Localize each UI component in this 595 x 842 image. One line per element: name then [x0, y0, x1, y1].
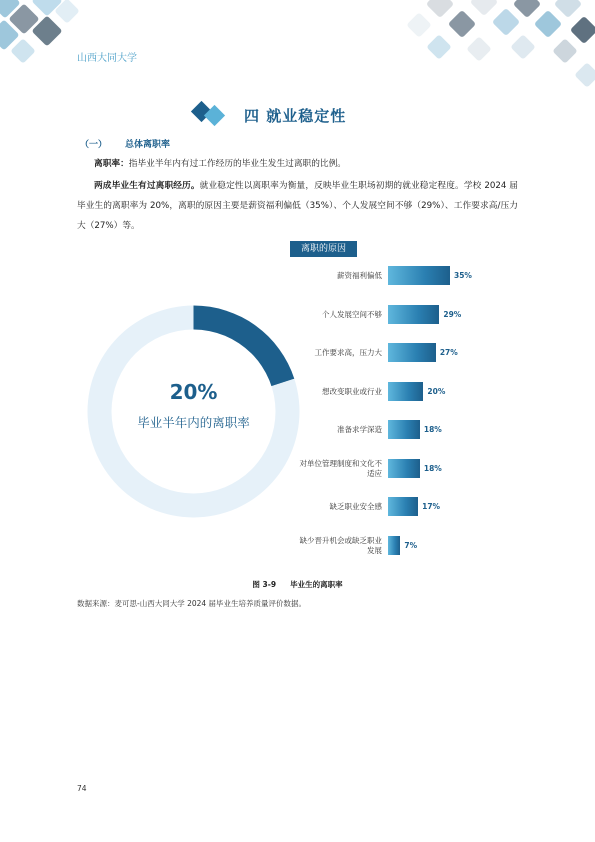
subsection-number: （一）: [80, 140, 108, 150]
definition-term: 离职率：: [94, 159, 129, 169]
bar-row: [298, 492, 518, 522]
bar-category-label: 薪资福利偏低: [337, 271, 382, 280]
definition-paragraph: [77, 154, 518, 174]
bar-row: [298, 300, 518, 330]
figure-number: 图 3-9: [252, 580, 277, 589]
header-org-name: 山西大同大学: [77, 53, 137, 64]
bar-value-label: 35%: [454, 271, 472, 280]
bar-value-label: 17%: [422, 502, 441, 511]
bar-row: [298, 338, 518, 368]
bar-row: [298, 454, 518, 484]
donut-hole: [112, 330, 276, 494]
bar-category-label: 个人发展空间不够: [322, 309, 382, 319]
bar-value-label: 29%: [443, 309, 462, 319]
donut-label-text: 毕业半年内的离职率: [137, 415, 250, 430]
section-heading: [188, 101, 428, 127]
bar-category-label: 缺少晋升机会或缺乏职业发展: [299, 535, 382, 555]
bar: [388, 536, 400, 555]
bar: [388, 382, 423, 401]
bar-row: [298, 261, 518, 291]
bar: [388, 305, 439, 324]
bar: [388, 266, 450, 285]
bar: [388, 343, 436, 362]
subsection-heading: [80, 137, 170, 150]
bar: [388, 497, 418, 516]
bar: [388, 459, 420, 478]
donut-center-label: [85, 413, 302, 432]
section-title: 四 就业稳定性: [244, 107, 347, 125]
bar-category-label: 工作要求高，压力大: [314, 348, 382, 357]
definition-text: 指毕业半年内有过工作经历的毕业生发生过离职的比例。: [128, 159, 346, 169]
bar-category-label: 准备求学深造: [337, 425, 382, 434]
data-source-note: 数据来源：麦可思-山西大同大学 2024 届毕业生培养质量评价数据。: [77, 599, 307, 608]
bar-value-label: 18%: [423, 425, 442, 434]
turnover-donut-chart: [85, 303, 302, 520]
bar-row: [298, 377, 518, 407]
bar-category-label: 对单位管理制度和文化不适应: [299, 458, 382, 478]
donut-value-label: 20%: [169, 380, 218, 404]
summary-text: 就业稳定性以离职率为衡量，反映毕业生职场初期的就业稳定程度。学校 2024 届毕业生的离职率为 20%，离职的原因主要是薪资福利偏低（35%）、个人发展空间不够（29%）、工作要求高/压力大（27%）等。: [77, 181, 518, 231]
bar: [388, 420, 420, 439]
bar-category-label: 缺乏职业安全感: [329, 502, 382, 511]
bar-value-label: 27%: [439, 348, 458, 357]
bar-row: [298, 415, 518, 445]
figure-title: 毕业生的离职率: [290, 580, 343, 589]
figure-caption: [0, 579, 595, 590]
subsection-title: 总体离职率: [125, 140, 171, 150]
summary-paragraph: [77, 176, 518, 236]
summary-lead: 两成毕业生有过离职经历。: [94, 181, 200, 191]
bar-row: [298, 531, 518, 561]
bar-value-label: 20%: [427, 386, 446, 396]
bar-value-label: 7%: [404, 540, 418, 550]
bar-category-label: 想改变职业或行业: [322, 386, 382, 396]
bar-chart-title: 离职的原因: [290, 241, 357, 257]
page-number: 74: [77, 784, 87, 793]
bar-value-label: 18%: [423, 463, 442, 473]
